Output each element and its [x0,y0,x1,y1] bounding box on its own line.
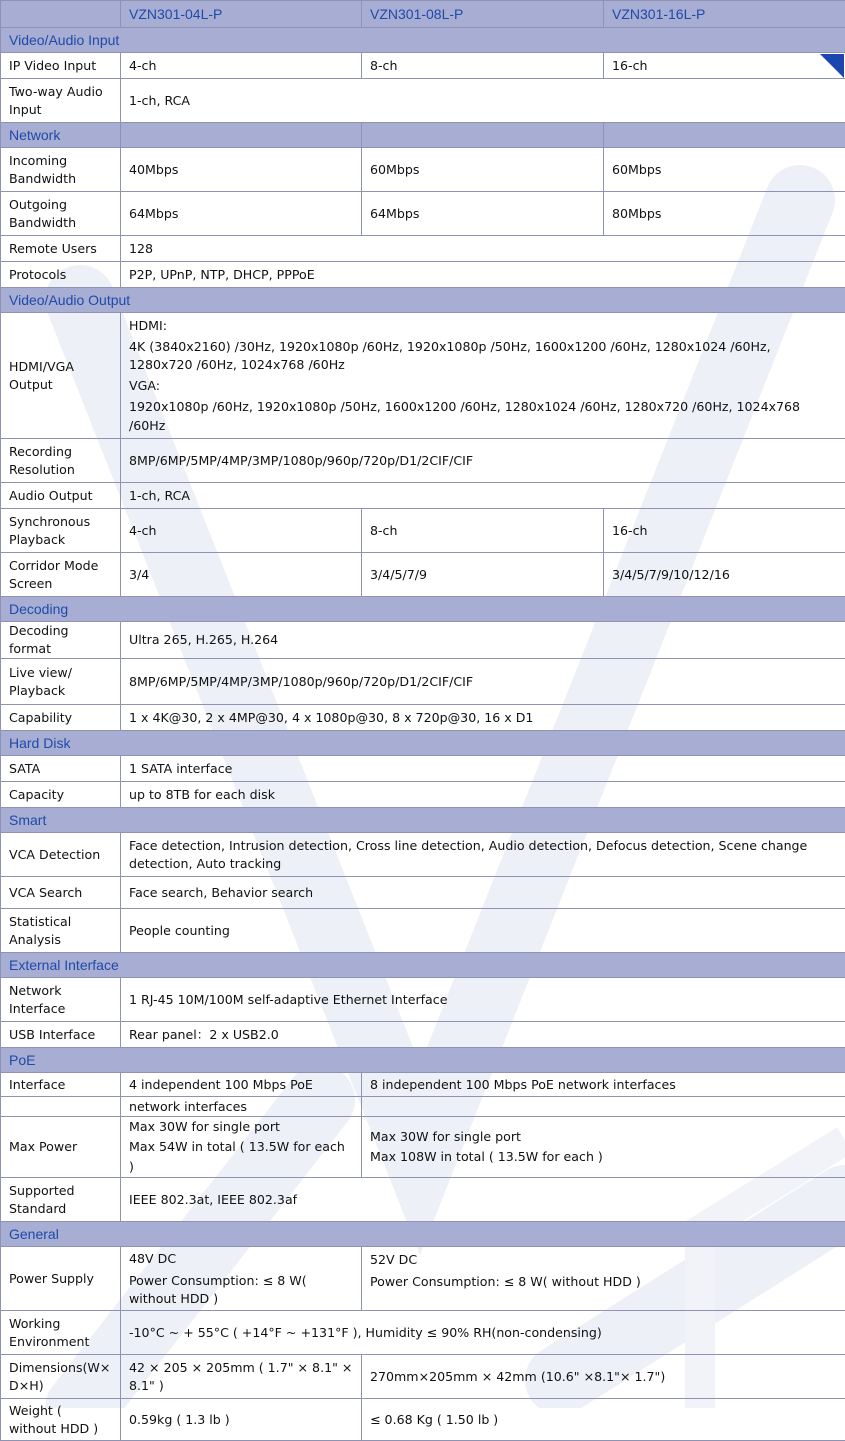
row-label: HDMI/VGA Output [1,313,121,439]
section-blank [362,123,604,148]
table-row [1,553,845,597]
cell-value: 1 x 4K@30, 2 x 4MP@30, 4 x 1080p@30, 8 x 720p@30, 16 x D1 [121,705,845,731]
section-row [1,123,845,148]
table-row [1,262,845,288]
section-row [1,1222,845,1247]
section-hard-disk: Hard Disk [1,731,845,756]
model-header-row [1,1,845,28]
row-label: Synchronous Playback [1,509,121,553]
section-row [1,28,845,53]
cell-value: up to 8TB for each disk [121,782,845,808]
header-empty-cell [1,1,121,28]
table-row [1,1247,845,1311]
cell-value: IEEE 802.3at, IEEE 802.3af [121,1178,845,1222]
cell-value: ≤ 0.68 Kg ( 1.50 lb ) [362,1399,845,1441]
section-video-audio-output: Video/Audio Output [1,288,845,313]
table-row [1,1399,845,1441]
cell-empty [362,1097,845,1117]
row-label: Incoming Bandwidth [1,148,121,192]
table-row [1,236,845,262]
table-row [1,909,845,953]
row-label: Outgoing Bandwidth [1,192,121,236]
cell-value [362,1247,845,1311]
table-row [1,1117,845,1178]
section-row [1,731,845,756]
cell-value: People counting [121,909,845,953]
table-row [1,439,845,483]
section-poe: PoE [1,1048,845,1073]
row-label: Working Environment [1,1311,121,1355]
cell-value: 3/4/5/7/9 [362,553,604,597]
cell-value: 1-ch, RCA [121,79,845,123]
cell-value: 64Mbps [121,192,362,236]
power-line: Power Consumption: ≤ 8 W( without HDD ) [129,1272,353,1308]
row-label: Corridor Mode Screen [1,553,121,597]
cell-value: Face detection, Intrusion detection, Cross line detection, Audio detection, Defocus detection, Scene change detection, Auto tracking [121,833,845,877]
row-label: Interface [1,1073,121,1097]
cell-value [362,1117,845,1178]
cell-value: 270mm×205mm × 42mm (10.6" ×8.1"× 1.7") [362,1355,845,1399]
power-line: 48V DC [129,1250,353,1268]
hdmi-modes: 4K (3840x2160) /30Hz, 1920x1080p /60Hz, 1920x1080p /50Hz, 1600x1200 /60Hz, 1280x1024 /60Hz, 1280x720 /60Hz, 1024x768 /60Hz [129,338,837,374]
row-label: Protocols [1,262,121,288]
row-label: Audio Output [1,483,121,509]
table-row [1,622,845,659]
cell-value: 0.59kg ( 1.3 lb ) [121,1399,362,1441]
power-line: Power Consumption: ≤ 8 W( without HDD ) [370,1273,837,1291]
row-label: IP Video Input [1,53,121,79]
table-row [1,509,845,553]
row-label: Statistical Analysis [1,909,121,953]
cell-value: 4-ch [121,509,362,553]
cell-value: 1 RJ-45 10M/100M self-adaptive Ethernet Interface [121,978,845,1022]
row-label: SATA [1,756,121,782]
section-row [1,953,845,978]
section-video-audio-input: Video/Audio Input [1,28,845,53]
max-power-line: Max 108W in total ( 13.5W for each ) [370,1147,837,1167]
cell-value: 8MP/6MP/5MP/4MP/3MP/1080p/960p/720p/D1/2CIF/CIF [121,439,845,483]
section-row [1,1048,845,1073]
section-blank [604,123,845,148]
vga-title: VGA: [129,376,837,395]
corner-accent-triangle [820,54,844,78]
cell-value: 40Mbps [121,148,362,192]
section-general: General [1,1222,845,1247]
table-row [1,833,845,877]
cell-value: 8MP/6MP/5MP/4MP/3MP/1080p/960p/720p/D1/2CIF/CIF [121,659,845,705]
cell-value: P2P, UPnP, NTP, DHCP, PPPoE [121,262,845,288]
section-row [1,288,845,313]
cell-value: 16-ch [604,53,845,79]
cell-value: 60Mbps [362,148,604,192]
row-label: VCA Detection [1,833,121,877]
model-08l: VZN301-08L-P [362,1,604,28]
cell-value: 3/4/5/7/9/10/12/16 [604,553,845,597]
cell-value: 3/4 [121,553,362,597]
cell-value: -10°C ~ + 55°C ( +14°F ~ +131°F ), Humidity ≤ 90% RH(non-condensing) [121,1311,845,1355]
section-blank [121,123,362,148]
table-row [1,53,845,79]
cell-value: 4 independent 100 Mbps PoE [121,1073,362,1097]
table-row [1,756,845,782]
cell-value: 1 SATA interface [121,756,845,782]
row-label: Two-way Audio Input [1,79,121,123]
max-power-line: Max 54W in total ( 13.5W for each ) [129,1137,353,1177]
table-row [1,1022,845,1048]
row-label: Remote Users [1,236,121,262]
table-row [1,79,845,123]
table-row [1,1097,845,1117]
cell-value: 64Mbps [362,192,604,236]
cell-value: 1-ch, RCA [121,483,845,509]
cell-value: 4-ch [121,53,362,79]
row-label: Recording Resolution [1,439,121,483]
max-power-line: Max 30W for single port [370,1127,837,1147]
cell-value [121,1247,362,1311]
row-label: Power Supply [1,1247,121,1311]
cell-value: 42 × 205 × 205mm ( 1.7" × 8.1" × 8.1" ) [121,1355,362,1399]
vga-modes: 1920x1080p /60Hz, 1920x1080p /50Hz, 1600x1200 /60Hz, 1280x1024 /60Hz, 1280x720 /60Hz, 1024x768 /60Hz [129,397,837,435]
row-label: Decoding format [1,622,121,659]
row-label: Network Interface [1,978,121,1022]
row-label: VCA Search [1,877,121,909]
max-power-line: Max 30W for single port [129,1117,353,1137]
table-row [1,313,845,439]
cell-value: 128 [121,236,845,262]
table-row [1,659,845,705]
row-label: Capacity [1,782,121,808]
cell-value [121,1117,362,1178]
model-16l: VZN301-16L-P [604,1,845,28]
table-row [1,148,845,192]
table-row [1,1355,845,1399]
cell-value: network interfaces [121,1097,362,1117]
cell-value: 8-ch [362,53,604,79]
cell-value: Rear panel：2 x USB2.0 [121,1022,845,1048]
cell-value: 8-ch [362,509,604,553]
section-row [1,597,845,622]
section-row [1,808,845,833]
row-label: Capability [1,705,121,731]
table-row [1,1311,845,1355]
row-label: Supported Standard [1,1178,121,1222]
section-decoding: Decoding [1,597,845,622]
hdmi-title: HDMI: [129,316,837,335]
cell-value: Face search, Behavior search [121,877,845,909]
row-label: Max Power [1,1117,121,1178]
cell-value [121,313,845,439]
table-row [1,978,845,1022]
cell-value: 8 independent 100 Mbps PoE network interfaces [362,1073,845,1097]
cell-value: Ultra 265, H.265, H.264 [121,622,845,659]
section-network: Network [1,123,121,148]
table-row [1,782,845,808]
row-label-empty [1,1097,121,1117]
table-row [1,877,845,909]
row-label: Weight ( without HDD ) [1,1399,121,1441]
cell-value: 60Mbps [604,148,845,192]
table-row [1,483,845,509]
row-label: USB Interface [1,1022,121,1048]
table-row [1,192,845,236]
table-row [1,705,845,731]
section-external-interface: External Interface [1,953,845,978]
table-row [1,1073,845,1097]
row-label: Dimensions(W× D×H) [1,1355,121,1399]
row-label: Live view/ Playback [1,659,121,705]
power-line: 52V DC [370,1251,837,1269]
cell-value: 16-ch [604,509,845,553]
cell-value: 80Mbps [604,192,845,236]
table-row [1,1178,845,1222]
model-04l: VZN301-04L-P [121,1,362,28]
section-smart: Smart [1,808,845,833]
